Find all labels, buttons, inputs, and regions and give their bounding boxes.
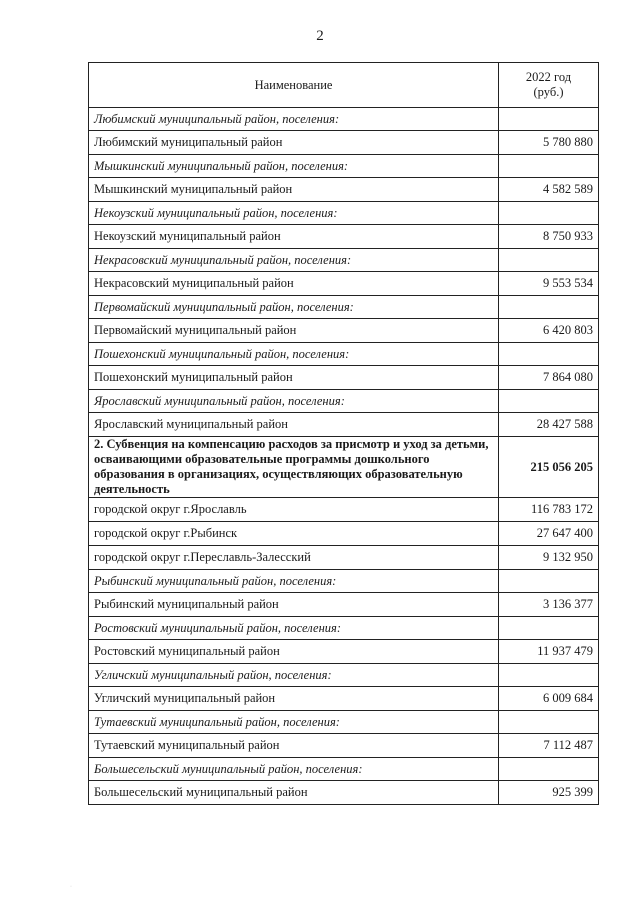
group-row <box>89 202 599 225</box>
row-name: Любимский муниципальный район <box>89 131 499 155</box>
table-row <box>89 131 599 155</box>
row-name: Мышкинский муниципальный район <box>89 178 499 202</box>
row-value: 925 399 <box>499 781 599 805</box>
row-name: Некрасовский муниципальный район <box>89 272 499 296</box>
group-row <box>89 664 599 687</box>
row-value: 116 783 172 <box>499 498 599 522</box>
scan-speck: · <box>70 884 72 890</box>
row-value: 7 864 080 <box>499 366 599 390</box>
row-name: Угличский муниципальный район <box>89 687 499 711</box>
row-name: Некоузский муниципальный район, поселения: <box>89 202 499 225</box>
group-row <box>89 390 599 413</box>
row-value: 28 427 588 <box>499 413 599 437</box>
row-value <box>499 711 599 734</box>
row-value: 11 937 479 <box>499 640 599 664</box>
table-body <box>89 108 599 805</box>
row-name: Пошехонский муниципальный район <box>89 366 499 390</box>
row-value: 8 750 933 <box>499 225 599 249</box>
group-row <box>89 570 599 593</box>
row-value <box>499 570 599 593</box>
row-name: Угличский муниципальный район, поселения: <box>89 664 499 687</box>
group-row <box>89 617 599 640</box>
row-value <box>499 758 599 781</box>
row-value: 5 780 880 <box>499 131 599 155</box>
row-name: Большесельский муниципальный район <box>89 781 499 805</box>
group-row <box>89 343 599 366</box>
row-value: 9 132 950 <box>499 546 599 570</box>
table-row <box>89 781 599 805</box>
row-value <box>499 296 599 319</box>
row-value <box>499 202 599 225</box>
row-name: Любимский муниципальный район, поселения: <box>89 108 499 131</box>
row-name: Мышкинский муниципальный район, поселения: <box>89 155 499 178</box>
table-row <box>89 640 599 664</box>
row-name: Ростовский муниципальный район, поселения: <box>89 617 499 640</box>
row-value <box>499 249 599 272</box>
header-unit: (руб.) <box>533 85 564 99</box>
row-name: Тутаевский муниципальный район, поселения: <box>89 711 499 734</box>
group-row <box>89 711 599 734</box>
row-name: городской округ г.Рыбинск <box>89 522 499 546</box>
table-row <box>89 178 599 202</box>
table-row <box>89 734 599 758</box>
row-name: городской округ г.Переславль-Залесский <box>89 546 499 570</box>
page-number: 2 <box>316 28 324 44</box>
table-header-row <box>89 63 599 108</box>
table-row <box>89 272 599 296</box>
row-name: Некоузский муниципальный район <box>89 225 499 249</box>
row-value: 9 553 534 <box>499 272 599 296</box>
row-value: 3 136 377 <box>499 593 599 617</box>
header-year <box>499 63 599 108</box>
row-name: Ростовский муниципальный район <box>89 640 499 664</box>
row-name: Первомайский муниципальный район <box>89 319 499 343</box>
row-value <box>499 108 599 131</box>
group-row <box>89 758 599 781</box>
group-row <box>89 249 599 272</box>
row-name: Ярославский муниципальный район <box>89 413 499 437</box>
table-row <box>89 687 599 711</box>
row-name: Некрасовский муниципальный район, поселения: <box>89 249 499 272</box>
row-value: 4 582 589 <box>499 178 599 202</box>
row-name: Тутаевский муниципальный район <box>89 734 499 758</box>
row-name: Большесельский муниципальный район, поселения: <box>89 758 499 781</box>
row-value <box>499 617 599 640</box>
header-year-label: 2022 год <box>525 70 572 84</box>
row-value: 27 647 400 <box>499 522 599 546</box>
row-value <box>499 155 599 178</box>
row-name: городской округ г.Ярославль <box>89 498 499 522</box>
table-row <box>89 225 599 249</box>
row-name: Рыбинский муниципальный район, поселения: <box>89 570 499 593</box>
row-name: Рыбинский муниципальный район <box>89 593 499 617</box>
section-row <box>89 437 599 498</box>
row-value: 6 420 803 <box>499 319 599 343</box>
row-name: 2. Субвенция на компенсацию расходов за присмотр и уход за детьми, осваивающими образовательные программы дошкольного образования в организациях, осуществляющих образовательную деятельность <box>89 437 499 498</box>
row-name: Пошехонский муниципальный район, поселения: <box>89 343 499 366</box>
row-value <box>499 664 599 687</box>
table-row <box>89 319 599 343</box>
table-row <box>89 366 599 390</box>
row-value: 7 112 487 <box>499 734 599 758</box>
table-row <box>89 498 599 522</box>
budget-table <box>88 62 599 805</box>
table-row <box>89 522 599 546</box>
row-name: Ярославский муниципальный район, поселения: <box>89 390 499 413</box>
group-row <box>89 108 599 131</box>
row-name: Первомайский муниципальный район, поселения: <box>89 296 499 319</box>
group-row <box>89 296 599 319</box>
group-row <box>89 155 599 178</box>
row-value <box>499 343 599 366</box>
row-value: 215 056 205 <box>499 437 599 498</box>
table-row <box>89 593 599 617</box>
row-value: 6 009 684 <box>499 687 599 711</box>
table-row <box>89 413 599 437</box>
row-value <box>499 390 599 413</box>
table-row <box>89 546 599 570</box>
header-name: Наименование <box>89 63 499 108</box>
